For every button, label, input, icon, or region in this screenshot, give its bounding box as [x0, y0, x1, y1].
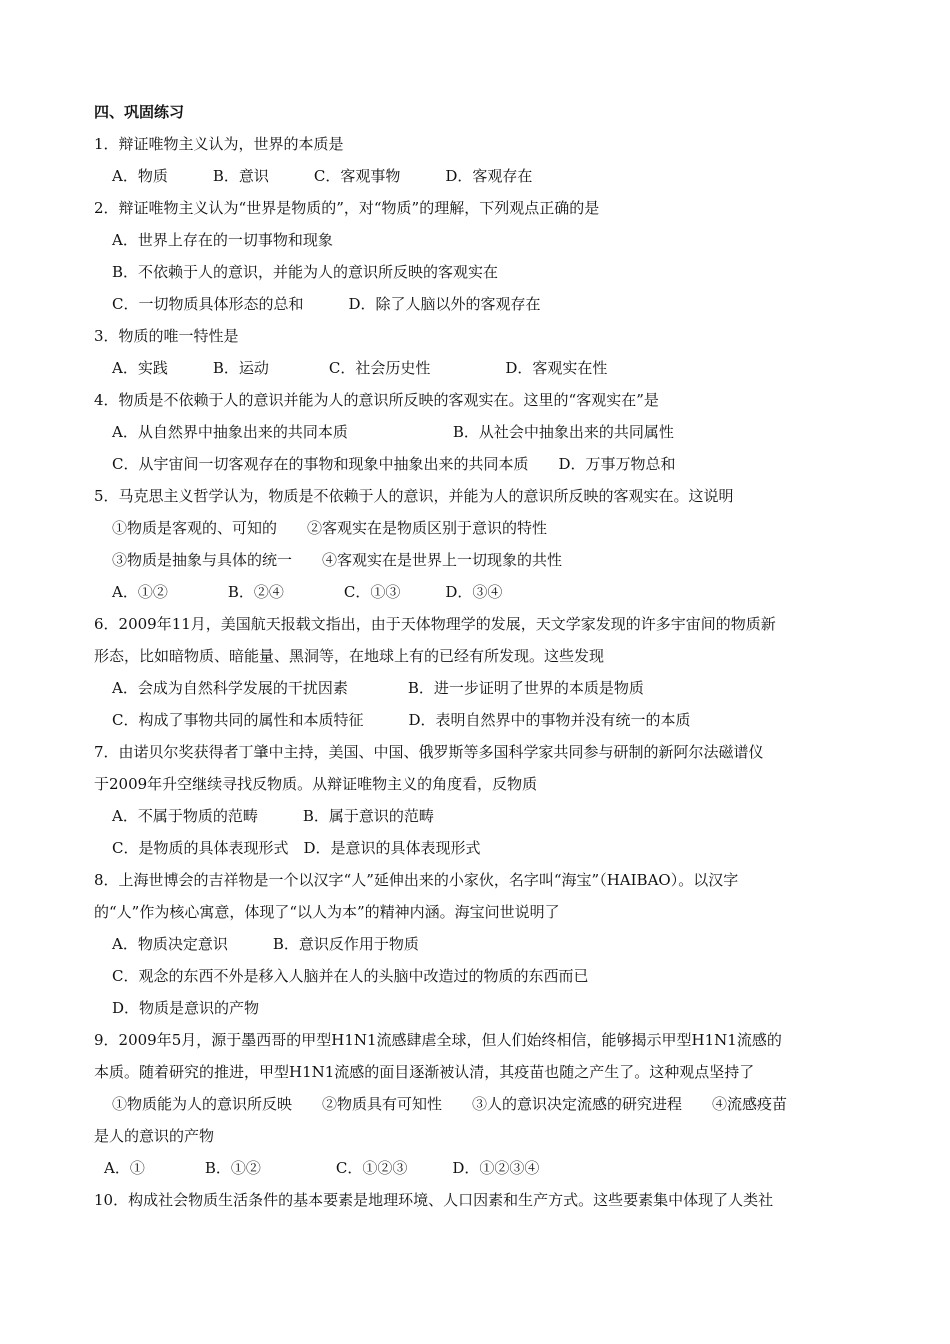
question-5-stem: 5．马克思主义哲学认为，物质是不依赖于人的意识，并能为人的意识所反映的客观实在。这说明	[94, 487, 734, 505]
question-7-stem-line1: 7．由诺贝尔奖获得者丁肇中主持，美国、中国、俄罗斯等多国科学家共同参与研制的新阿尔法磁谱仪	[94, 743, 764, 761]
question-3-stem: 3．物质的唯一特性是	[94, 327, 239, 345]
question-2-option-b: B．不依赖于人的意识，并能为人的意识所反映的客观实在	[112, 263, 499, 281]
question-9-stem-line1: 9．2009年5月，源于墨西哥的甲型H1N1流感肆虐全球，但人们始终相信，能够揭示甲型H1N1流感的	[94, 1031, 782, 1049]
section-heading: 四、巩固练习	[94, 103, 185, 121]
question-9-stem-line2: 本质。随着研究的推进，甲型H1N1流感的面目逐渐被认清，其疫苗也随之产生了。这种观点坚持了	[94, 1063, 755, 1081]
question-4-options-cd: C．从宇宙间一切客观存在的事物和现象中抽象出来的共同本质 D．万事万物总和	[112, 455, 676, 473]
question-7-options-ab: A．不属于物质的范畴 B．属于意识的范畴	[112, 807, 434, 825]
question-2-options-cd: C．一切物质具体形态的总和 D．除了人脑以外的客观存在	[112, 295, 541, 313]
question-6-stem-line2: 形态，比如暗物质、暗能量、黑洞等，在地球上有的已经有所发现。这些发现	[94, 647, 605, 665]
question-9-items-cont: 是人的意识的产物	[94, 1127, 215, 1145]
question-9-items: ①物质能为人的意识所反映 ②物质具有可知性 ③人的意识决定流感的研究进程 ④流感疫苗	[112, 1095, 788, 1113]
question-5-options: A．①② B．②④ C．①③ D．③④	[112, 583, 503, 601]
question-4-stem: 4．物质是不依赖于人的意识并能为人的意识所反映的客观实在。这里的“客观实在”是	[94, 391, 659, 409]
question-8-option-d: D．物质是意识的产物	[112, 999, 260, 1017]
question-1-options: A．物质 B．意识 C．客观事物 D．客观存在	[112, 167, 533, 185]
question-6-options-cd: C．构成了事物共同的属性和本质特征 D．表明自然界中的事物并没有统一的本质	[112, 711, 691, 729]
question-6-options-ab: A．会成为自然科学发展的干扰因素 B．进一步证明了世界的本质是物质	[112, 679, 644, 697]
question-8-option-c: C．观念的东西不外是移入人脑并在人的头脑中改造过的物质的东西而已	[112, 967, 589, 985]
question-8-stem-line2: 的“人”作为核心寓意，体现了“以人为本”的精神内涵。海宝问世说明了	[94, 903, 560, 921]
question-10-stem: 10．构成社会物质生活条件的基本要素是地理环境、人口因素和生产方式。这些要素集中体现了人类社	[94, 1191, 774, 1209]
question-9-options: A．① B．①② C．①②③ D．①②③④	[104, 1159, 540, 1177]
question-5-items-34: ③物质是抽象与具体的统一 ④客观实在是世界上一切现象的共性	[112, 551, 563, 569]
question-7-stem-line2: 于2009年升空继续寻找反物质。从辩证唯物主义的角度看，反物质	[94, 775, 538, 793]
question-5-items-12: ①物质是客观的、可知的 ②客观实在是物质区别于意识的特性	[112, 519, 548, 537]
question-8-stem-line1: 8．上海世博会的吉祥物是一个以汉字“人”延伸出来的小家伙，名字叫“海宝”（HAIBAO）。以汉字	[94, 871, 739, 889]
question-7-options-cd: C．是物质的具体表现形式 D．是意识的具体表现形式	[112, 839, 481, 857]
question-6-stem-line1: 6．2009年11月，美国航天报载文指出，由于天体物理学的发展，天文学家发现的许多宇宙间的物质新	[94, 615, 776, 633]
question-3-options: A．实践 B．运动 C．社会历史性 D．客观实在性	[112, 359, 608, 377]
question-4-options-ab: A．从自然界中抽象出来的共同本质 B．从社会中抽象出来的共同属性	[112, 423, 674, 441]
question-8-options-ab: A．物质决定意识 B．意识反作用于物质	[112, 935, 419, 953]
question-2-stem: 2．辩证唯物主义认为“世界是物质的”，对“物质”的理解，下列观点正确的是	[94, 199, 600, 217]
question-2-option-a: A．世界上存在的一切事物和现象	[112, 231, 333, 249]
question-1-stem: 1．辩证唯物主义认为，世界的本质是	[94, 135, 344, 153]
